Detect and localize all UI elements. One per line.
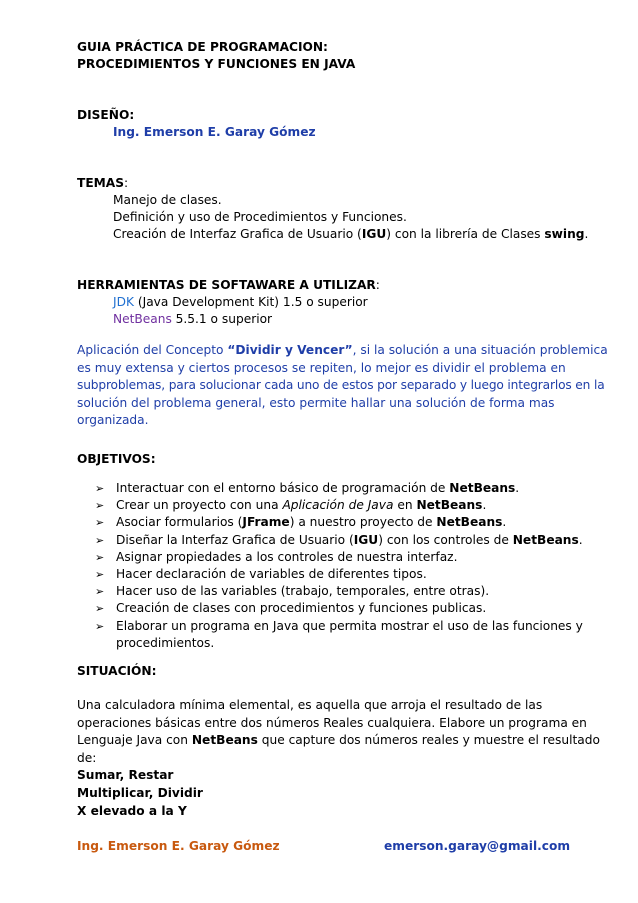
topics-colon: : [123,176,129,190]
objective-text: Diseñar la Interfaz Grafica de Usuario ( [116,532,354,547]
concept-line: organizada. [77,413,149,428]
concept-highlight: “Dividir y Vencer” [227,343,353,357]
objective-bold: NetBeans [512,532,579,547]
objective-bold: JFrame [242,515,290,530]
situation-bold: NetBeans [191,733,258,748]
objective-text: . [515,481,520,495]
arrow-bullet-icon: ➢ [95,516,105,530]
objective-item [95,618,585,652]
objective-item [95,532,585,549]
doc-title-line-2: PROCEDIMIENTOS Y FUNCIONES EN JAVA [77,57,356,71]
footer-author: Ing. Emerson E. Garay Gómez [77,839,280,853]
situation-line: Una calculadora mínima elemental, es aquella que arroja el resultado de las [77,698,543,712]
objective-text: Asignar propiedades a los controles de nuestra interfaz. [116,549,458,564]
operation-item: X elevado a la Y [77,803,187,818]
arrow-bullet-icon: ➢ [95,482,105,495]
objective-italic: Aplicación de Java [282,498,394,513]
objective-text: procedimientos. [116,635,215,650]
objective-text: ) con los controles de [378,532,513,547]
objective-item [95,583,585,600]
objective-bold: NetBeans [449,481,516,495]
topics-heading [77,175,128,192]
situation-text: que capture dos números reales y muestre el resultado [257,733,600,748]
tools-colon: : [375,278,380,292]
footer-email[interactable]: emerson.garay@gmail.com [384,839,571,853]
situation-label: SITUACIÓN: [77,664,157,678]
arrow-bullet-icon: ➢ [95,550,105,564]
objective-text: Elaborar un programa en Java que permita mostrar el uso de las funciones y [116,618,583,633]
topic-item-swing [113,226,588,243]
objective-text: Asociar formularios ( [116,515,243,530]
topic-text: . [584,227,589,241]
topic-swing: swing [544,227,585,241]
topic-text: Creación de Interfaz Grafica de Usuario ( [113,227,362,241]
doc-title-line-1: GUIA PRÁCTICA DE PROGRAMACION: [77,40,328,54]
objective-text: . [578,532,583,547]
concept-line: subproblemas, para solucionar cada uno de estos por separado y luego integrarlos en la [77,378,605,393]
tool-netbeans-desc: 5.5.1 o superior [171,312,273,326]
concept-text: Aplicación del Concepto [77,343,228,357]
objective-text: Creación de clases con procedimientos y funciones publicas. [116,601,487,616]
topics-label: TEMAS [77,176,124,190]
situation-line: operaciones básicas entre dos números Reales cualquiera. Elabore un programa en [77,715,587,730]
objective-text: . [482,498,487,513]
objective-text: Crear un proyecto con una [116,498,283,513]
arrow-bullet-icon: ➢ [95,619,105,633]
objective-item [95,600,585,617]
topic-igu: IGU [361,227,387,241]
concept-line: solución del problema general, esto permite hallar una solución de forma mas [77,395,555,410]
objective-text: Interactuar con el entorno básico de programación de [116,481,450,495]
concept-paragraph [77,342,608,430]
arrow-bullet-icon: ➢ [95,533,105,547]
topic-text: ) con la librería de Clases [386,227,545,241]
concept-text: , si la solución a una situación problemica [352,343,608,357]
objective-text: Hacer declaración de variables de diferentes tipos. [116,567,427,582]
objective-text: ) a nuestro proyecto de [289,515,437,530]
operation-item: Multiplicar, Dividir [77,785,203,800]
tool-netbeans [113,311,272,328]
objective-item [95,566,585,583]
situation-text: Lenguaje Java con [77,733,192,748]
objective-item [95,514,585,531]
objectives-list [95,480,585,652]
design-label: DISEÑO: [77,108,135,122]
operation-item: Sumar, Restar [77,768,174,783]
tool-jdk-desc: (Java Development Kit) 1.5 o superior [133,295,368,309]
arrow-bullet-icon: ➢ [95,568,105,582]
objective-bold: NetBeans [436,515,503,530]
objective-item [95,549,585,566]
arrow-bullet-icon: ➢ [95,585,105,599]
objective-bold: IGU [353,532,379,547]
situation-paragraph [77,697,600,820]
tools-label: HERRAMIENTAS DE SOFTAWARE A UTILIZAR [77,278,376,292]
tools-heading [77,277,380,294]
objective-text: . [502,515,507,530]
topic-item: Definición y uso de Procedimientos y Funciones. [113,210,407,224]
objective-item [95,480,585,497]
objective-text: Hacer uso de las variables (trabajo, temporales, entre otras). [116,584,490,599]
objective-item [95,497,585,514]
tool-jdk [113,294,368,311]
tool-netbeans-name: NetBeans [113,312,172,326]
arrow-bullet-icon: ➢ [95,602,105,616]
concept-line: es muy extensa y ciertos procesos se repiten, lo mejor es dividir el problema en [77,360,566,375]
objective-text: en [393,498,417,513]
tool-jdk-name: JDK [113,295,134,309]
topic-item: Manejo de clases. [113,193,222,207]
design-author: Ing. Emerson E. Garay Gómez [113,125,316,139]
objective-bold: NetBeans [416,498,483,513]
objectives-label: OBJETIVOS: [77,452,156,466]
arrow-bullet-icon: ➢ [95,499,105,513]
situation-line: de: [77,750,97,765]
